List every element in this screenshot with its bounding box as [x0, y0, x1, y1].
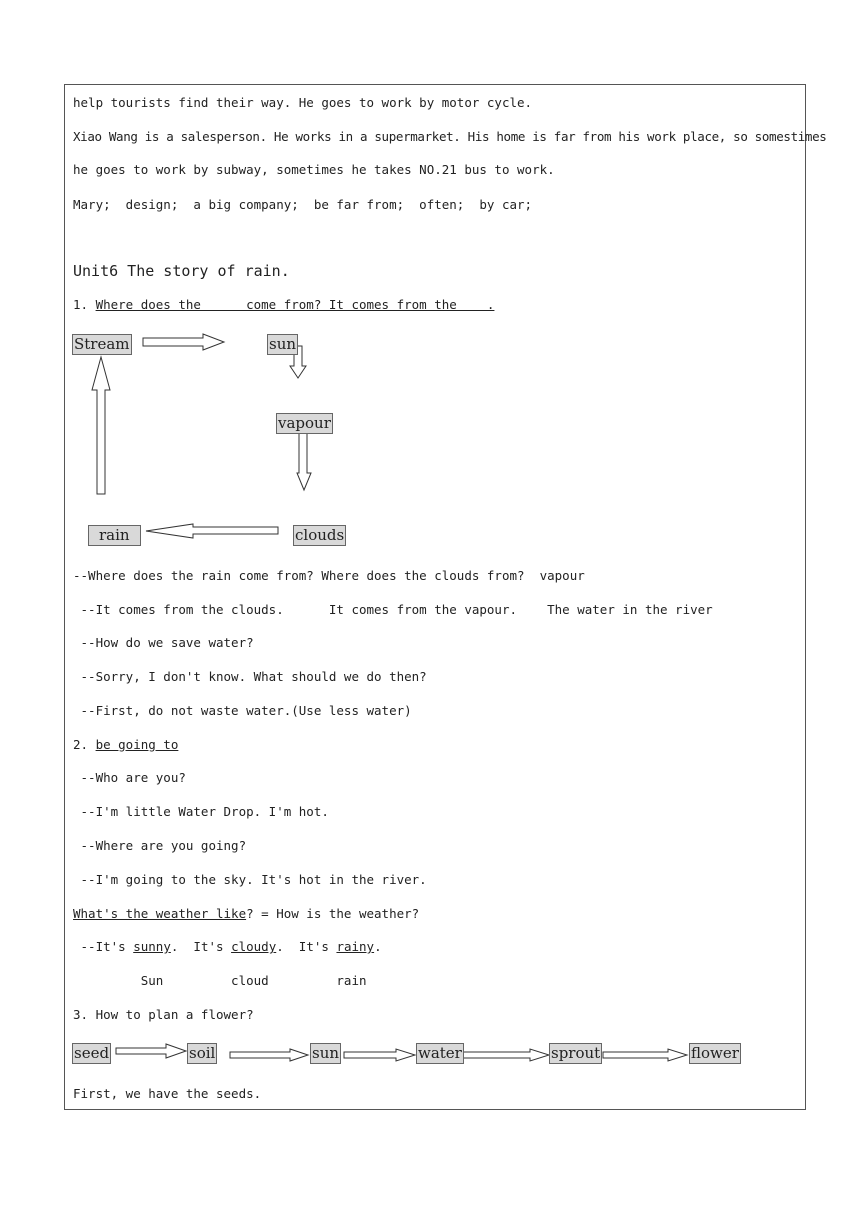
question-text: be going to — [95, 737, 179, 752]
word-sunny: sunny — [133, 939, 171, 954]
arrow-sun-to-water — [344, 1049, 415, 1061]
answer-sep: . It's — [170, 939, 232, 954]
dialog-line: --First, do not waste water.(Use less water) — [73, 703, 412, 718]
arrow-stream-to-sun — [143, 334, 224, 350]
cycle-vapour: vapour — [278, 414, 331, 432]
dialog-line: --Where are you going? — [73, 838, 247, 853]
question-number: 1. — [73, 297, 96, 312]
word-cloudy: cloudy — [231, 939, 277, 954]
step-seed: seed — [74, 1044, 110, 1062]
unit-title: Unit6 The story of rain. — [73, 262, 290, 280]
weather-nouns: Sun cloud rain — [73, 973, 367, 988]
arrow-clouds-to-rain — [146, 524, 278, 538]
arrow-soil-to-sun — [230, 1049, 308, 1061]
dialog-line: --Who are you? — [73, 770, 186, 785]
arrow-seed-to-soil — [116, 1044, 186, 1058]
weather-question-rest: ? = How is the weather? — [246, 906, 420, 921]
cycle-rain: rain — [88, 525, 141, 546]
weather-question-underlined: What's the weather like — [73, 906, 247, 921]
arrow-water-to-sprout — [463, 1049, 549, 1061]
arrow-rain-to-stream — [92, 357, 110, 494]
dialog-line: --Where does the rain come from? Where does the clouds from? vapour — [73, 568, 585, 583]
answer-sep: . It's — [276, 939, 337, 954]
paragraph-line: help tourists find their way. He goes to work by motor cycle. — [73, 95, 533, 110]
answer-prefix: --It's — [73, 939, 134, 954]
paragraph-line: he goes to work by subway, sometimes he takes NO.21 bus to work. — [73, 162, 555, 177]
paragraph-line: Xiao Wang is a salesperson. He works in a supermarket. His home is far from his work place, so somestimes — [73, 129, 827, 144]
step-water: water — [418, 1044, 462, 1062]
step-sprout: sprout — [551, 1044, 601, 1062]
step-soil: soil — [189, 1044, 216, 1062]
step-flower: flower — [691, 1044, 739, 1062]
cycle-sun: sun — [269, 335, 297, 353]
step-sun: sun — [312, 1044, 340, 1062]
question-3: 3. How to plan a flower? — [73, 1007, 254, 1022]
cycle-clouds: clouds — [295, 526, 345, 544]
arrow-vapour-to-clouds — [297, 433, 311, 490]
dialog-line: --It comes from the clouds. It comes from the vapour. The water in the river — [73, 602, 713, 617]
answer-end: . — [374, 939, 382, 954]
question-2 — [73, 737, 178, 753]
dialog-line: --Sorry, I don't know. What should we do then? — [73, 669, 427, 684]
question-number: 2. — [73, 737, 96, 752]
weather-question — [73, 906, 419, 922]
paragraph-line: Mary; design; a big company; be far from; often; by car; — [73, 197, 533, 212]
dialog-line: --I'm going to the sky. It's hot in the river. — [73, 872, 427, 887]
arrow-sprout-to-flower — [603, 1049, 687, 1061]
word-rainy: rainy — [336, 939, 375, 954]
cycle-stream: Stream — [74, 335, 130, 353]
dialog-line: --I'm little Water Drop. I'm hot. — [73, 804, 329, 819]
question-text: Where does the come from? It comes from the . — [95, 297, 495, 312]
dialog-line: --How do we save water? — [73, 635, 254, 650]
last-line: First, we have the seeds. — [73, 1086, 262, 1101]
weather-answer — [73, 939, 382, 955]
